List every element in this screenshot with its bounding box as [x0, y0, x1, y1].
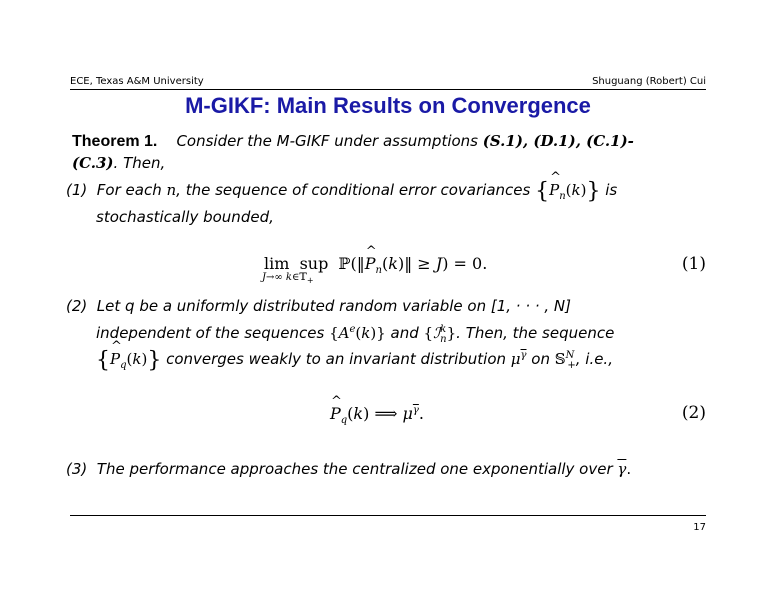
item-1-line-2: stochastically bounded,	[96, 208, 274, 226]
item-2-line-3: {^ $P_q(k)$} converges weakly to an invariant distribution $\mu^{\overline{\gamma}}$ on 𝕊$^N_+$, i.e.,	[96, 346, 736, 376]
equation-1-limits: J→∞ k∈𝕋$_+$	[262, 272, 314, 285]
item-2-line-1: (2) Let q be a uniformly distributed random variable on [1, · · · , N]	[66, 297, 572, 315]
slide-title: M-GIKF: Main Results on Convergence	[185, 93, 591, 118]
equation-2: ^ $P_q(k)$ ⟹ $\mu^{\overline{\gamma}}$.	[330, 401, 424, 431]
footer-rule	[70, 515, 706, 516]
equation-1: lim sup ℙ(‖^ $P_n(k)‖ \ge J) = 0$.	[264, 254, 487, 281]
pn-set-symbol: {^ $P_n(k)$}	[535, 181, 600, 199]
item-1-line-1: (1) For each n, the sequence of conditional error covariances {^ $P_n(k)$} is	[66, 180, 706, 207]
theorem-line-2	[72, 153, 712, 173]
header-rule	[70, 89, 706, 90]
equation-1-number: (1)	[681, 254, 706, 274]
theorem-text-2: . Then,	[113, 154, 166, 172]
theorem-text-1: Consider the M-GIKF under assumptions	[176, 132, 483, 150]
equation-2-number: (2)	[681, 403, 706, 423]
theorem-assumptions-2: (C.3)	[72, 154, 114, 172]
item-3-line-1: (3) The performance approaches the centralized one exponentially over $\overline{\gamma}$.	[66, 460, 632, 478]
item-2-label: (2)	[66, 297, 88, 315]
header-affiliation: ECE, Texas A&M University	[70, 76, 204, 87]
item-1-label: (1)	[66, 181, 88, 199]
header-author: Shuguang (Robert) Cui	[592, 76, 706, 87]
pq-set-symbol: {^ $P_q(k)$}	[96, 350, 161, 368]
item-3-label: (3)	[66, 460, 88, 478]
theorem-label: Theorem 1.	[72, 133, 158, 150]
theorem-assumptions-1: (S.1), (D.1), (C.1)-	[482, 132, 634, 150]
page-number: 17	[693, 522, 706, 533]
theorem-line-1	[72, 131, 712, 152]
item-2-line-2: independent of the sequences $\{A^e(k)\}$ and {ℐ$^k_n$}. Then, the sequence	[96, 324, 615, 345]
